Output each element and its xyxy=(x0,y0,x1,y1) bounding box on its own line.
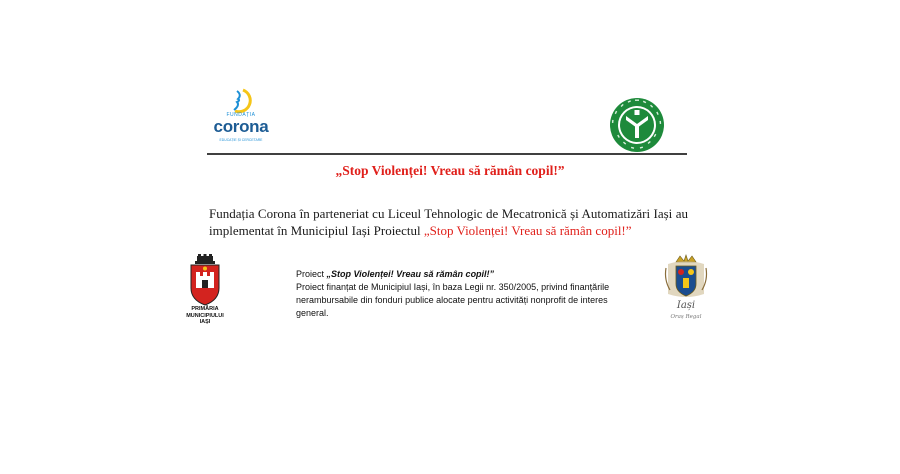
intro-text: Fundația Corona în parteneriat cu Liceul Tehnologic de Mecatronică și Automatizări Iași au implementat în Municipiul Iași Proiectul xyxy=(209,206,688,238)
iasi-oras-regal-logo xyxy=(662,254,710,326)
iasi-logo-tagline: Oraș Regal xyxy=(670,314,702,320)
primaria-label-line-1: PRIMĂRIA xyxy=(191,306,219,312)
primaria-label-line-2: MUNICIPIULUI xyxy=(186,312,224,319)
liceu-emblem-icon xyxy=(609,97,665,153)
intro-paragraph xyxy=(209,205,688,239)
corona-face-icon xyxy=(225,88,257,114)
project-prefix: Proiect xyxy=(296,269,327,279)
liceu-tehnologic-logo xyxy=(609,97,665,153)
iasi-coat-of-arms-icon xyxy=(175,254,235,306)
funding-text: Proiect finanțat de Municipiul Iași, în baza Legii nr. 350/2005, privind finanțările nerambursabile din fonduri publice alocate pentru activități nonprofit de interes general. xyxy=(296,282,610,318)
primaria-label-line-3: IAȘI xyxy=(199,319,211,325)
corona-logo-word: corona xyxy=(213,117,269,136)
fundatia-corona-logo xyxy=(205,88,277,152)
project-heading xyxy=(296,268,616,281)
corona-logo-top-text: FUNDAȚIA xyxy=(226,112,256,118)
royal-crest-icon xyxy=(662,254,710,300)
corona-logo-bottom-text: EDUCAȚIE ȘI CERCETARE xyxy=(219,138,263,142)
project-title: „Stop Violenței! Vreau să rămân copil!” xyxy=(335,163,565,178)
iasi-logo-text: Iași xyxy=(676,300,696,311)
primaria-iasi-logo xyxy=(175,254,235,334)
project-heading-title: „Stop Violenței! Vreau să rămân copil!” xyxy=(326,269,495,279)
header-divider xyxy=(207,153,687,155)
intro-project-name: „Stop Violenței! Vreau să rămân copil!” xyxy=(423,223,632,238)
primaria-label xyxy=(175,306,235,326)
project-funding-note xyxy=(296,268,616,320)
